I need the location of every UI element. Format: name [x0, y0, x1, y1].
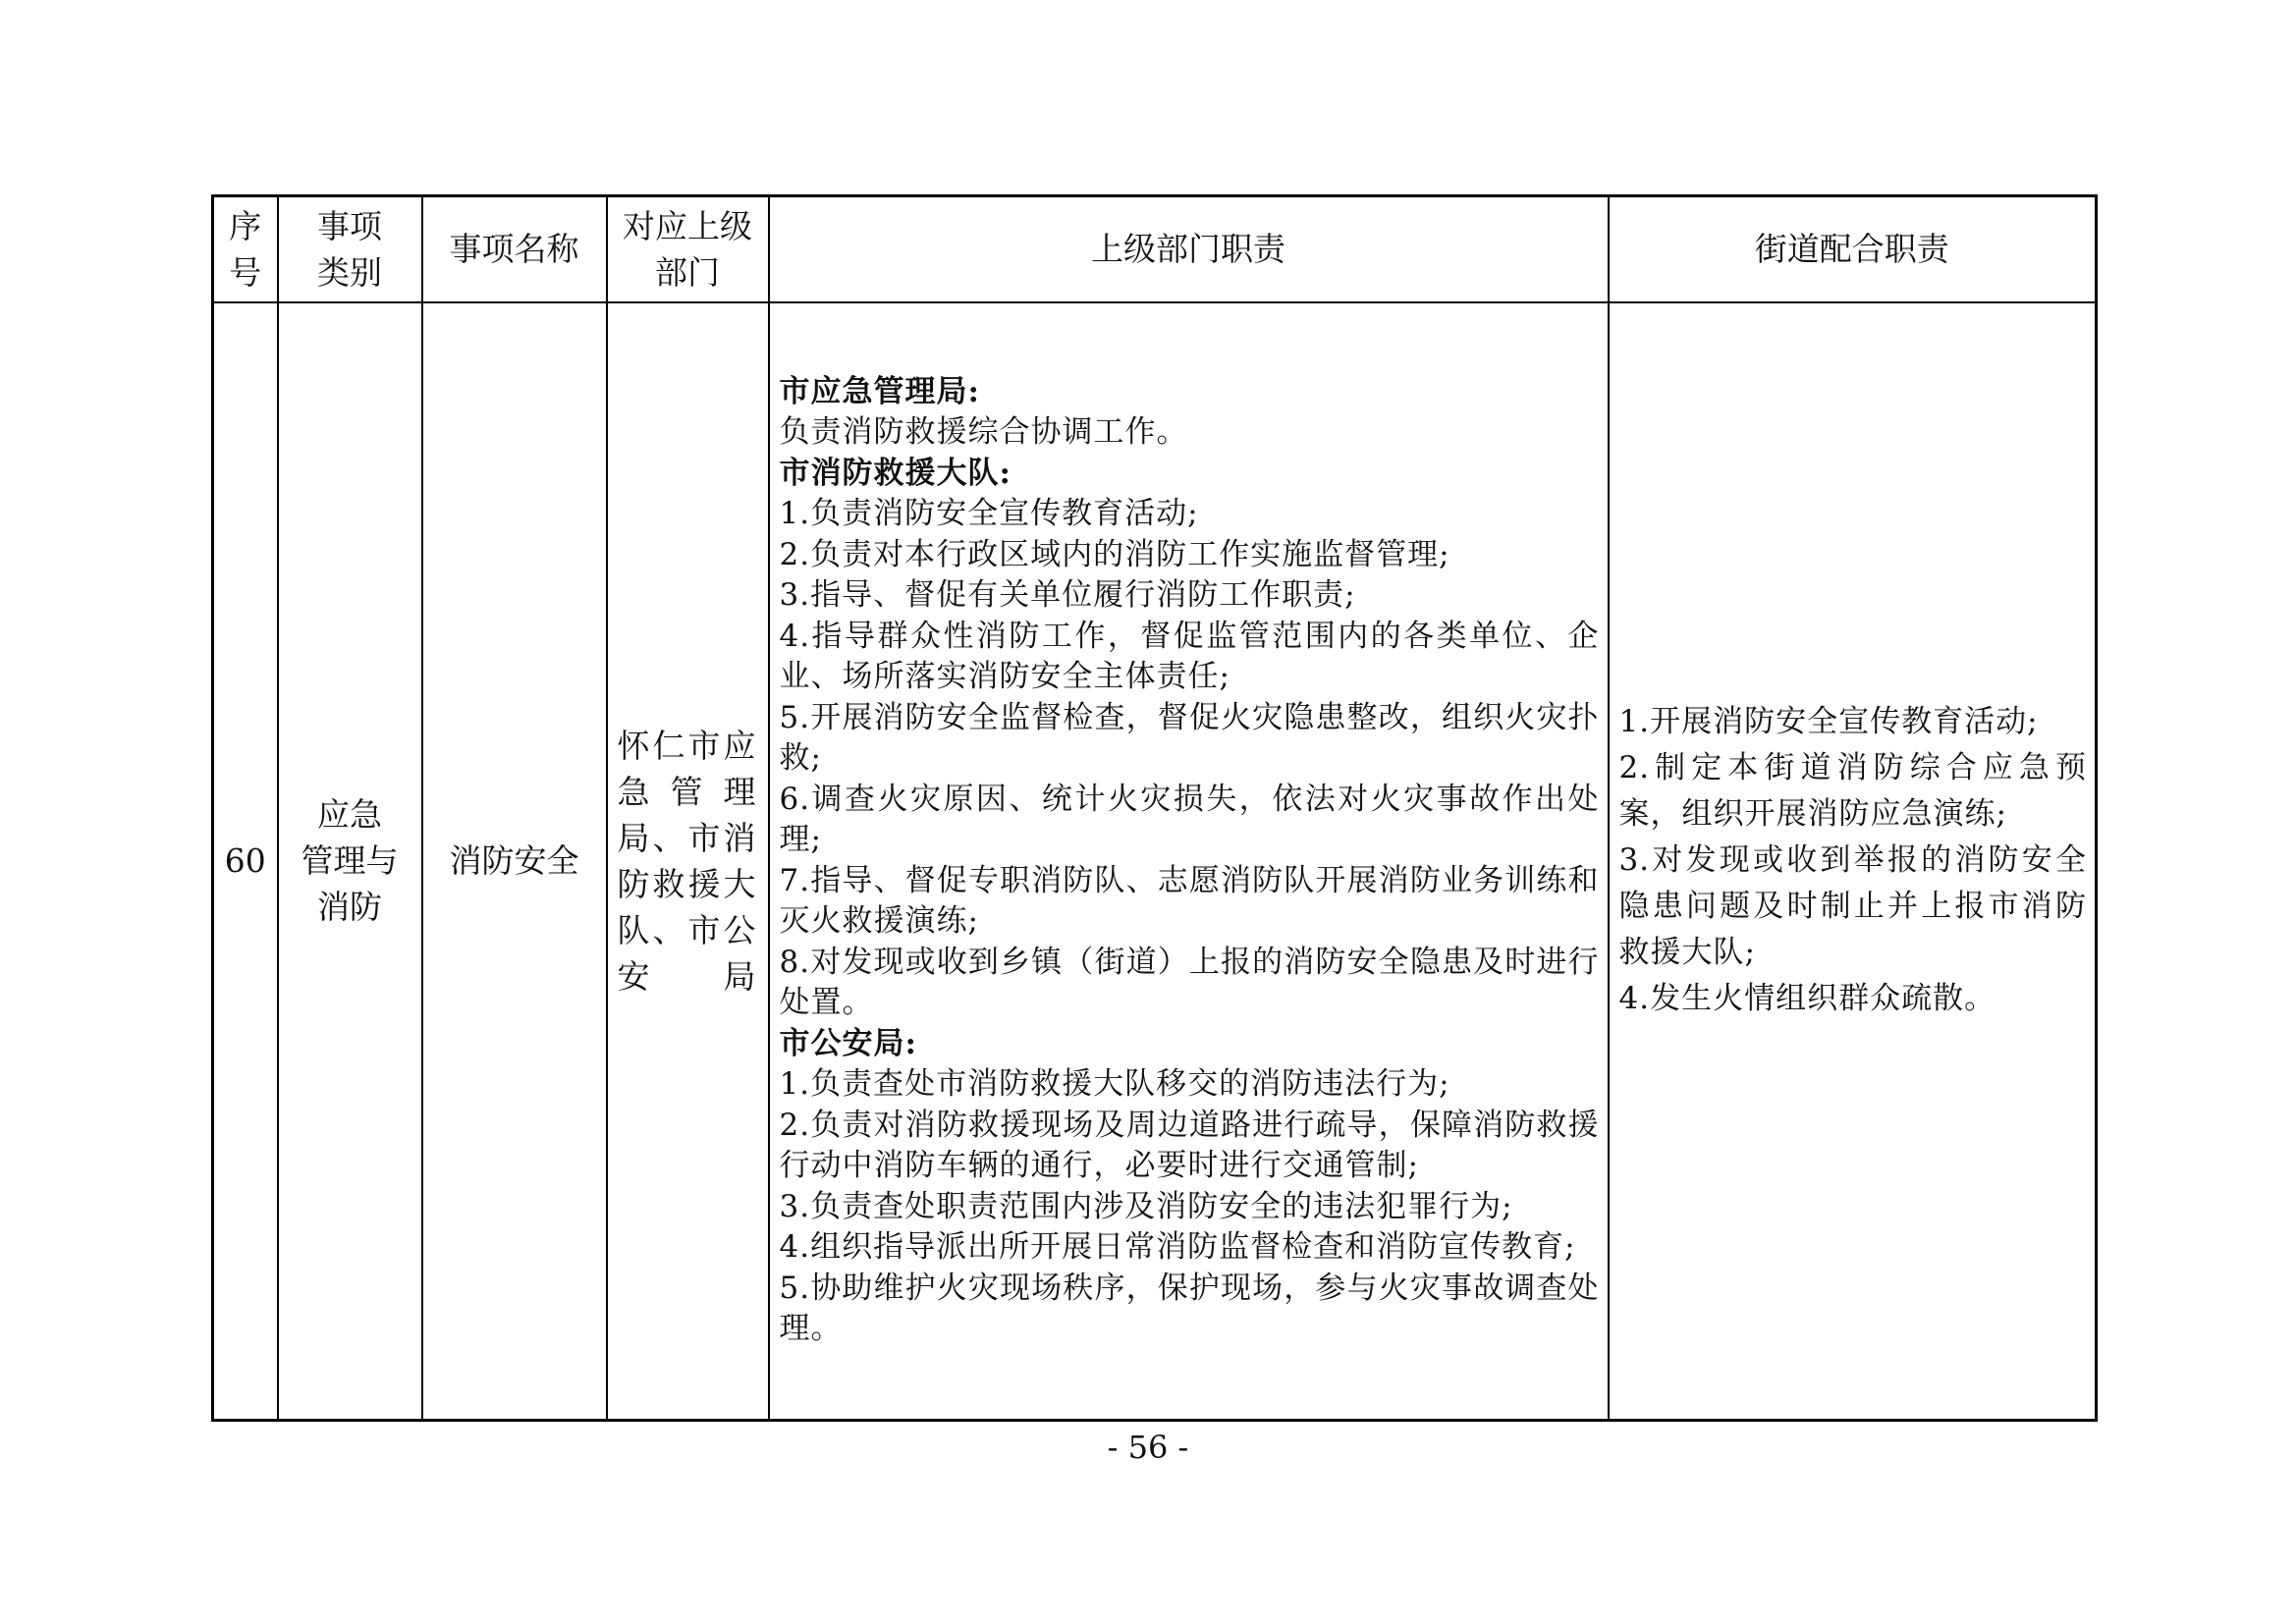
upper-duties-list [780, 372, 1600, 1350]
duty-item: 8.对发现或收到乡镇（街道）上报的消防安全隐患及时进行处置。 [779, 944, 1600, 1021]
header-seq [213, 196, 278, 302]
street-duty-item: 3.对发现或收到举报的消防安全隐患问题及时制止并上报市消防救援大队; [1618, 842, 2087, 971]
header-item-name [422, 196, 607, 302]
header-category-text: 事项 类别 [317, 206, 382, 292]
table-row [213, 302, 2097, 1421]
cell-seq [213, 302, 278, 1421]
street-duties-list [1619, 699, 2088, 1022]
cell-upper-dept [607, 302, 769, 1421]
header-upper-duties [769, 196, 1609, 302]
duty-item: 负责消防救援综合协调工作。 [779, 414, 1188, 451]
header-row [213, 196, 2097, 302]
page-number: - 56 - [1107, 1429, 1189, 1466]
duty-item: 2.负责对本行政区域内的消防工作实施监督管理; [779, 536, 1450, 572]
duty-item: 2.负责对消防救援现场及周边道路进行疏导，保障消防救援行动中消防车辆的通行，必要时进行交通管制; [779, 1107, 1600, 1184]
category-value: 应急 管理与 消防 [301, 795, 399, 927]
duty-item: 4.指导群众性消防工作，督促监管范围内的各类单位、企业、场所落实消防安全主体责任; [779, 618, 1600, 695]
duty-item: 6.调查火灾原因、统计火灾损失，依法对火灾事故作出处理; [779, 781, 1600, 858]
duty-item: 4.组织指导派出所开展日常消防监督检查和消防宣传教育; [779, 1229, 1576, 1266]
header-street-duties-text: 街道配合职责 [1754, 230, 1949, 269]
cell-street-duties [1609, 302, 2097, 1421]
item-name-value: 消防安全 [449, 841, 579, 881]
cell-item-name [422, 302, 607, 1421]
duty-item: 1.负责查处市消防救援大队移交的消防违法行为; [779, 1066, 1450, 1103]
cell-category [278, 302, 422, 1421]
header-street-duties [1609, 196, 2097, 302]
duty-org-heading: 市公安局: [779, 1025, 917, 1061]
header-item-name-text: 事项名称 [449, 230, 579, 269]
duty-item: 3.指导、督促有关单位履行消防工作职责; [779, 577, 1356, 614]
header-upper-dept [607, 196, 769, 302]
duty-org-heading: 市应急管理局: [779, 373, 980, 409]
street-duty-item: 1.开展消防安全宣传教育活动; [1618, 704, 2039, 740]
header-seq-text: 序 号 [229, 206, 262, 292]
duty-item: 7.指导、督促专职消防队、志愿消防队开展消防业务训练和灭火救援演练; [779, 862, 1600, 940]
duty-org-heading: 市消防救援大队: [779, 455, 1011, 491]
street-duty-item: 2.制定本街道消防综合应急预案，组织开展消防应急演练; [1618, 750, 2087, 833]
header-upper-dept-text: 对应上级 部门 [623, 206, 752, 292]
seq-value: 60 [224, 841, 266, 881]
cell-upper-duties [769, 302, 1609, 1421]
duty-item: 5.开展消防安全监督检查，督促火灾隐患整改，组织火灾扑救; [779, 699, 1600, 777]
duty-item: 3.负责查处职责范围内涉及消防安全的违法犯罪行为; [779, 1188, 1513, 1224]
header-category [278, 196, 422, 302]
duty-item: 1.负责消防安全宣传教育活动; [779, 496, 1199, 532]
header-upper-duties-text: 上级部门职责 [1091, 230, 1285, 269]
upper-dept-value: 怀仁市应急管理局、市消防救援大队、市公安局 [617, 726, 758, 996]
duty-item: 5.协助维护火灾现场秩序，保护现场，参与火灾事故调查处理。 [779, 1270, 1600, 1347]
street-duty-item: 4.发生火情组织群众疏散。 [1618, 981, 1996, 1017]
duty-table [211, 194, 2098, 1422]
